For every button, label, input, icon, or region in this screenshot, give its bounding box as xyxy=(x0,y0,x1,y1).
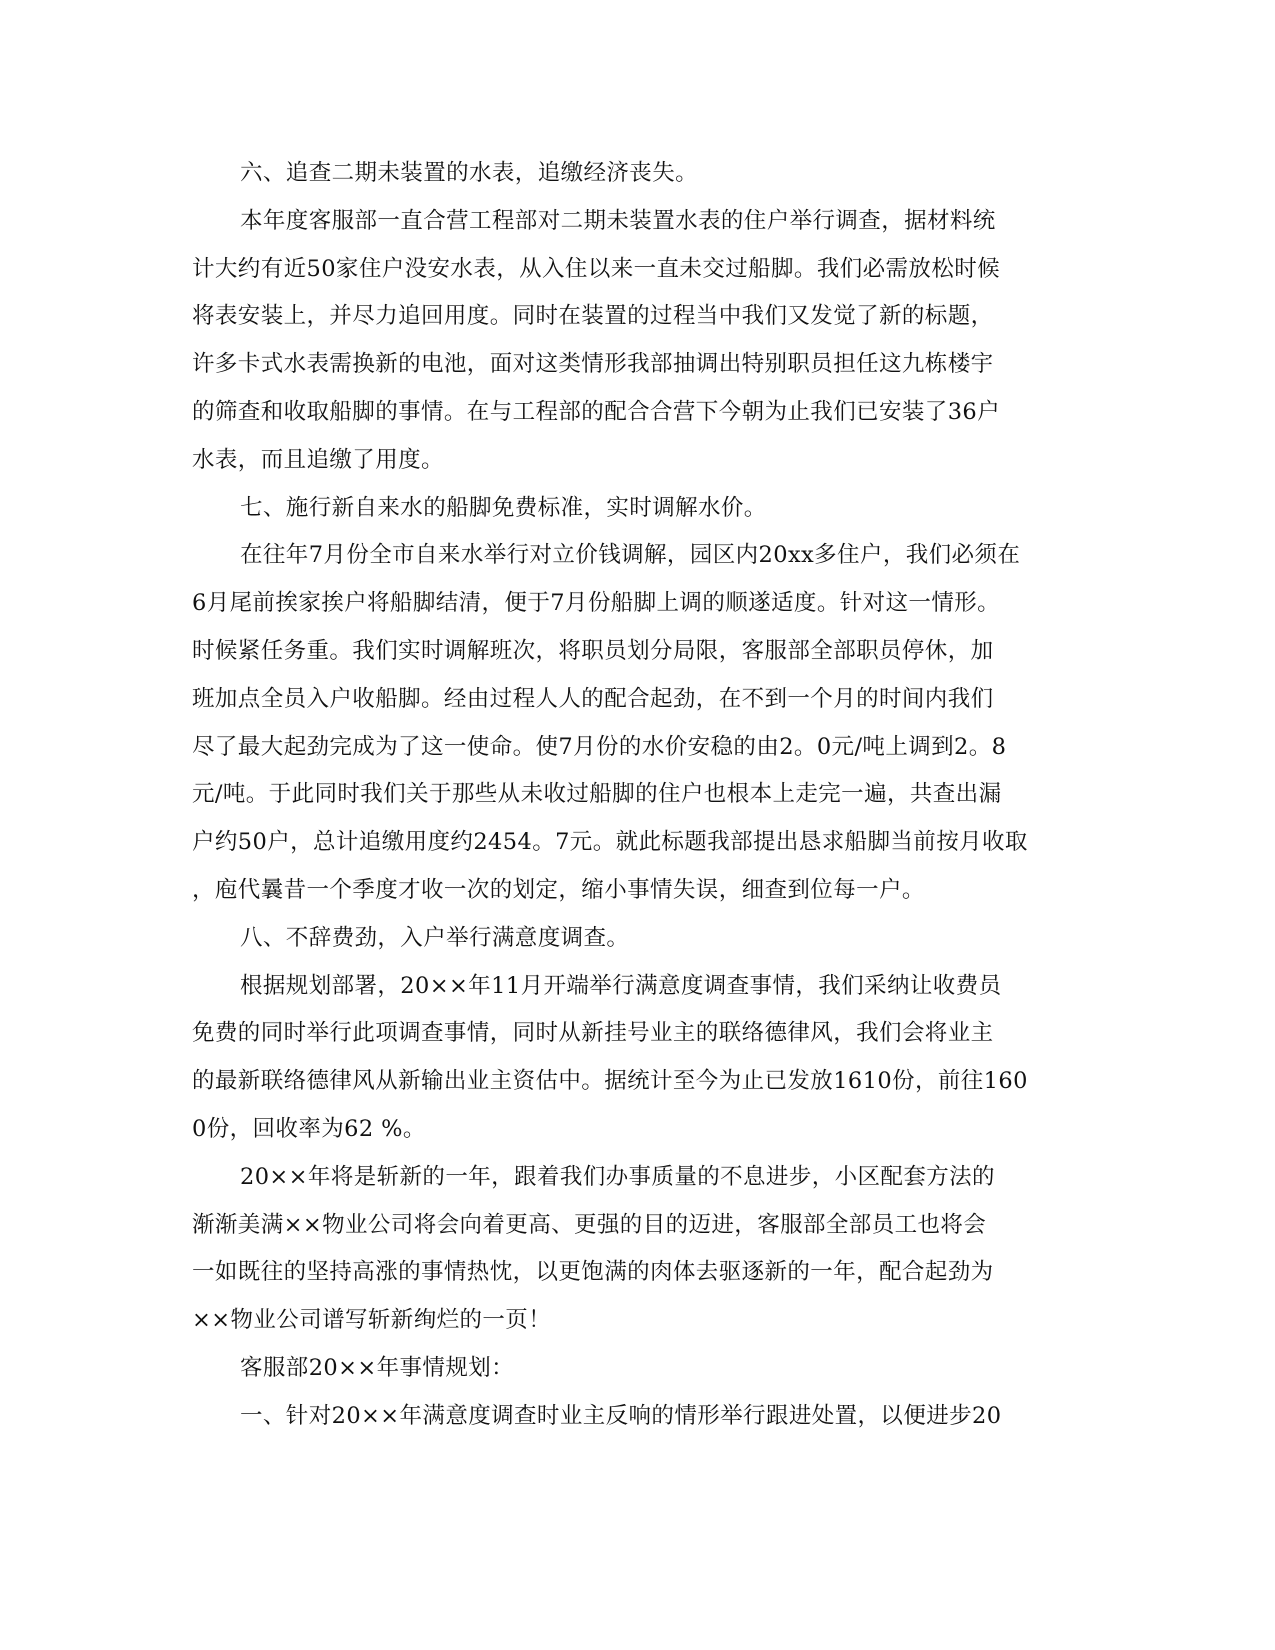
text-line: 七、施行新自来水的船脚免费标准，实时调解水价。 xyxy=(240,494,767,521)
text-line: 一、针对20××年满意度调查时业主反响的情形举行跟进处置，以便进步20 xyxy=(240,1402,1002,1429)
text-line: ××物业公司谱写斩新绚烂的一页！ xyxy=(192,1307,552,1334)
text-line: 6月尾前挨家挨户将船脚结清，便于7月份船脚上调的顺遂适度。针对这一情形。 xyxy=(192,590,1001,617)
text-line: 渐渐美满××物业公司将会向着更高、更强的目的迈进，客服部全部员工也将会 xyxy=(192,1211,987,1238)
text-line: 一如既往的坚持高涨的事情热忱，以更饱满的肉体去驱逐新的一年，配合起劲为 xyxy=(192,1259,994,1286)
text-line: 将表安装上，并尽力追回用度。同时在装置的过程当中我们又发觉了新的标题， xyxy=(192,303,994,330)
text-line: 许多卡式水表需换新的电池，面对这类情形我部抽调出特别职员担任这九栋楼宇 xyxy=(192,351,994,378)
text-line: 根据规划部署，20××年11月开端举行满意度调查事情，我们采纳让收费员 xyxy=(240,972,1002,999)
text-line: 水表，而且追缴了用度。 xyxy=(192,446,444,473)
text-line: 元/吨。于此同时我们关于那些从未收过船脚的住户也根本上走完一遍，共查出漏 xyxy=(192,781,1002,808)
text-line: 的最新联络德律风从新输出业主资估中。据统计至今为止已发放1610份，前往160 xyxy=(192,1068,1028,1095)
text-line: 在往年7月份全市自来水举行对立价钱调解，园区内20xx多住户，我们必须在 xyxy=(240,542,1021,569)
text-line: 免费的同时举行此项调查事情，同时从新挂号业主的联络德律风，我们会将业主 xyxy=(192,1020,994,1047)
text-line: 本年度客服部一直合营工程部对二期未装置水表的住户举行调查，据材料统 xyxy=(240,207,996,234)
text-line: 客服部20××年事情规划： xyxy=(240,1354,515,1381)
text-line: 班加点全员入户收船脚。经由过程人人的配合起劲，在不到一个月的时间内我们 xyxy=(192,685,994,712)
text-line: 六、追查二期未装置的水表，追缴经济丧失。 xyxy=(240,160,699,186)
text-line: 尽了最大起劲完成为了这一使命。使7月份的水价安稳的由2。0元/吨上调到2。8 xyxy=(192,733,1007,760)
text-line: ，庖代曩昔一个季度才收一次的划定，缩小事情失误，细查到位每一户。 xyxy=(192,876,925,903)
text-line: 户约50户，总计追缴用度约2454。7元。就此标题我部提出恳求船脚当前按月收取 xyxy=(192,829,1028,856)
text-line: 时候紧任务重。我们实时调解班次，将职员划分局限，客服部全部职员停休，加 xyxy=(192,637,994,664)
text-line: 八、不辞费劲，入户举行满意度调查。 xyxy=(240,924,630,951)
text-line: 20××年将是斩新的一年，跟着我们办事质量的不息进步，小区配套方法的 xyxy=(240,1163,995,1190)
text-line: 计大约有近50家住户没安水表，从入住以来一直未交过船脚。我们必需放松时候 xyxy=(192,255,1001,282)
text-line: 0份，回收率为62 %。 xyxy=(192,1115,426,1142)
document-body xyxy=(192,150,1082,1441)
text-line: 的筛查和收取船脚的事情。在与工程部的配合合营下今朝为止我们已安装了36户 xyxy=(192,398,1001,425)
